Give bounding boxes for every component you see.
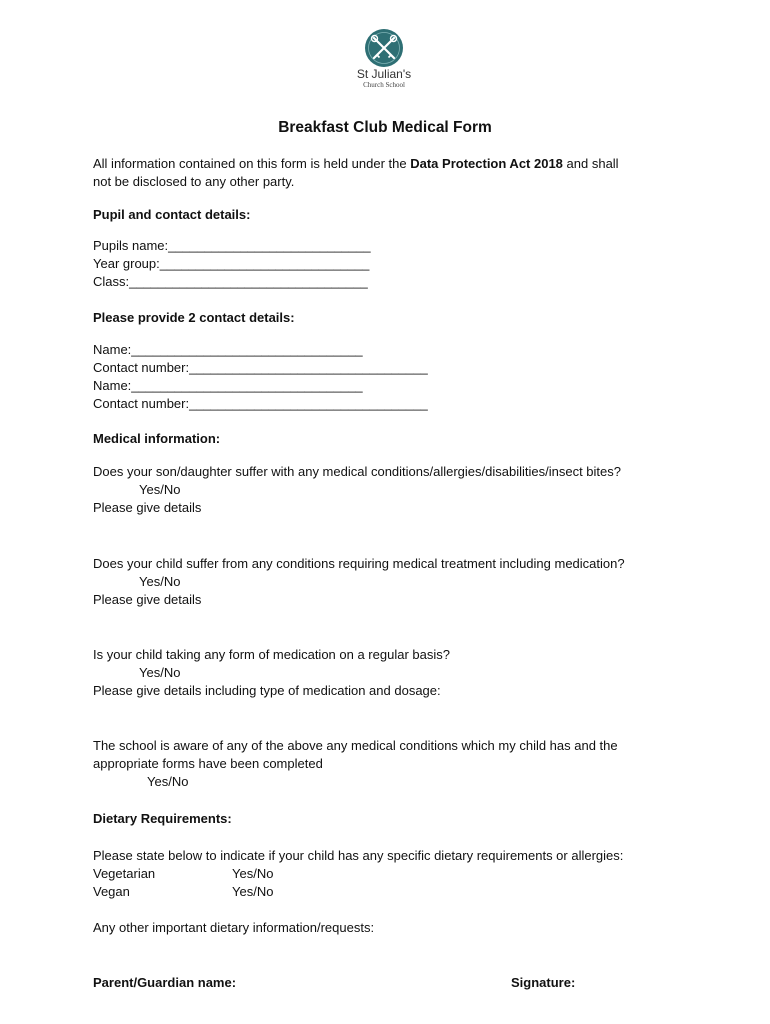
contact-number-field-2: Contact number:_________________________________ bbox=[93, 396, 428, 411]
pupil-section-heading: Pupil and contact details: bbox=[93, 207, 251, 222]
school-logo bbox=[346, 28, 422, 98]
signature-label: Signature: bbox=[511, 975, 576, 990]
intro-line-2: not be disclosed to any other party. bbox=[93, 174, 295, 189]
medical-answer-2: Yes/No bbox=[139, 574, 181, 589]
contacts-section-heading: Please provide 2 contact details: bbox=[93, 310, 295, 325]
intro-line-1 bbox=[93, 155, 619, 173]
medical-answer-3: Yes/No bbox=[139, 665, 181, 680]
intro-text-end: and shall bbox=[562, 156, 619, 171]
vegetarian-label: Vegetarian bbox=[93, 866, 156, 881]
medical-question-3: Is your child taking any form of medication on a regular basis? bbox=[93, 647, 450, 662]
intro-text: All information contained on this form is held under the bbox=[93, 156, 411, 171]
medical-details-1: Please give details bbox=[93, 500, 202, 515]
crossed-keys-crest-icon bbox=[364, 28, 404, 68]
medical-statement-line-1: The school is aware of any of the above any medical conditions which my child has and the bbox=[93, 738, 618, 753]
vegan-answer: Yes/No bbox=[232, 884, 274, 899]
medical-details-3: Please give details including type of medication and dosage: bbox=[93, 683, 441, 698]
data-protection-act: Data Protection Act 2018 bbox=[410, 156, 563, 171]
medical-statement-line-2: appropriate forms have been completed bbox=[93, 756, 323, 771]
medical-details-2: Please give details bbox=[93, 592, 202, 607]
contact-name-field-2: Name:________________________________ bbox=[93, 378, 363, 393]
contact-name-field-1: Name:________________________________ bbox=[93, 342, 363, 357]
vegan-label: Vegan bbox=[93, 884, 130, 899]
vegetarian-answer: Yes/No bbox=[232, 866, 274, 881]
other-dietary-info: Any other important dietary information/requests: bbox=[93, 920, 375, 935]
page-title: Breakfast Club Medical Form bbox=[278, 119, 492, 136]
medical-question-1: Does your son/daughter suffer with any medical conditions/allergies/disabilities/insect bites? bbox=[93, 464, 621, 479]
medical-answer-1: Yes/No bbox=[139, 482, 181, 497]
dietary-section-heading: Dietary Requirements: bbox=[93, 811, 232, 826]
pupils-name-field: Pupils name:____________________________ bbox=[93, 238, 371, 253]
parent-guardian-name-label: Parent/Guardian name: bbox=[93, 975, 237, 990]
school-name: St Julian's bbox=[356, 67, 412, 81]
medical-question-2: Does your child suffer from any conditions requiring medical treatment including medication? bbox=[93, 556, 625, 571]
class-field: Class:_________________________________ bbox=[93, 274, 368, 289]
dietary-instruction: Please state below to indicate if your child has any specific dietary requirements or allergies: bbox=[93, 848, 624, 863]
year-group-field: Year group:_____________________________ bbox=[93, 256, 370, 271]
contact-number-field-1: Contact number:_________________________________ bbox=[93, 360, 428, 375]
medical-section-heading: Medical information: bbox=[93, 431, 221, 446]
medical-answer-4: Yes/No bbox=[147, 774, 189, 789]
school-subtitle: Church School bbox=[363, 81, 405, 89]
